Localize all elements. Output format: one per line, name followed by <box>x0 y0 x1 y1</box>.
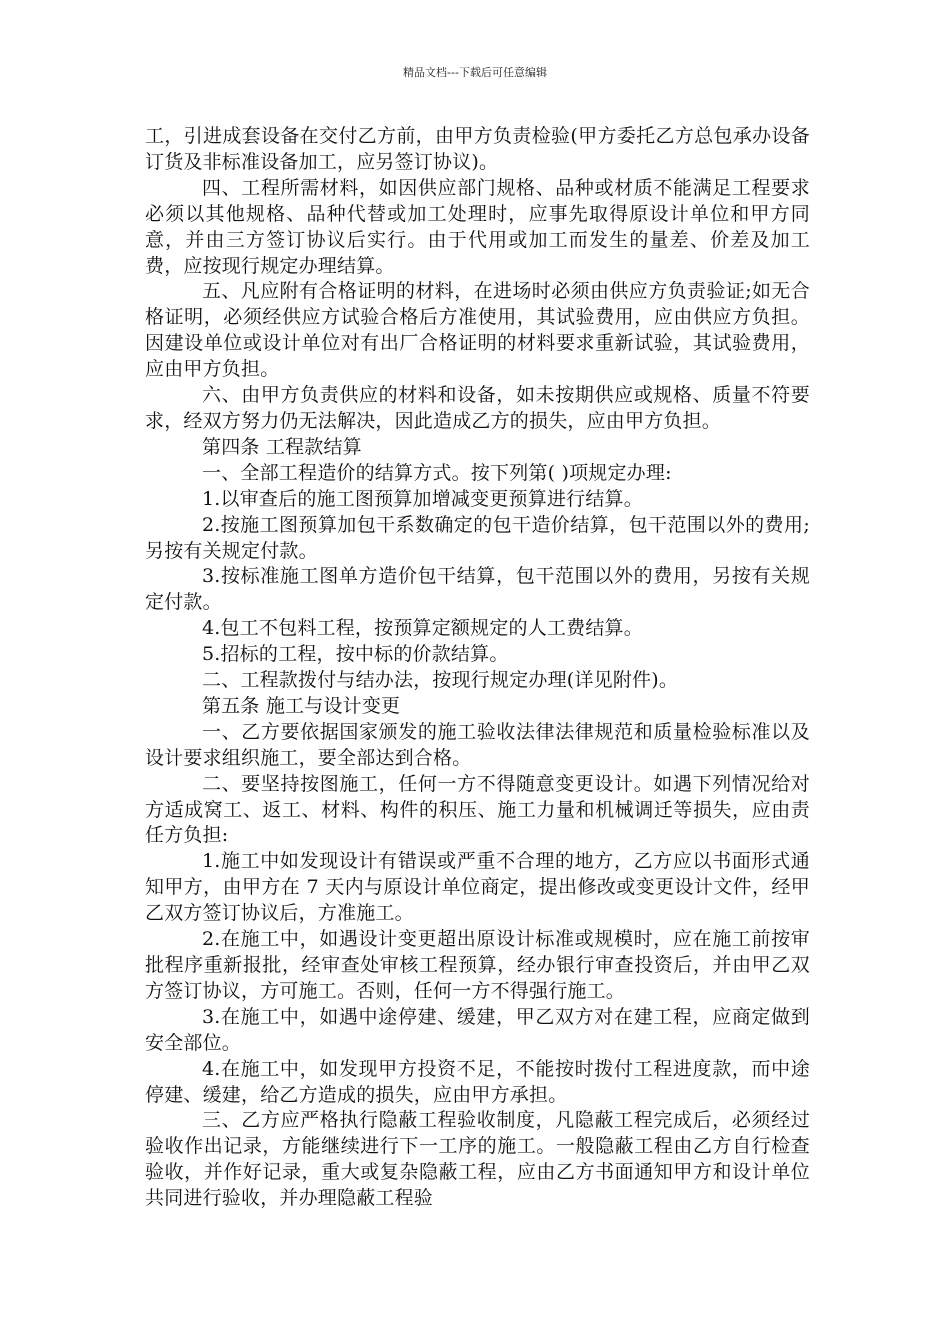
paragraph: 二、要坚持按图施工，任何一方不得随意变更设计。如遇下列情况给对方适成窝工、返工、材料、构件的积压、施工力量和机械调迁等损失，应由责任方负担: <box>145 772 810 847</box>
paragraph: 五、凡应附有合格证明的材料，在进场时必须由供应方负责验证;如无合格证明，必须经供应方试验合格后方准使用，其试验费用，应由供应方负担。因建设单位或设计单位对有出厂合格证明的材料要求重新试验，其试验费用，应由甲方负担。 <box>145 280 810 381</box>
list-item: 3.在施工中，如遇中途停建、缓建，甲乙双方对在建工程，应商定做到安全部位。 <box>145 1005 810 1054</box>
paragraph: 三、乙方应严格执行隐蔽工程验收制度，凡隐蔽工程完成后，必须经过验收作出记录，方能继续进行下一工序的施工。一般隐蔽工程由乙方自行检查验收，并作好记录，重大或复杂隐蔽工程，应由乙方书面通知甲方和设计单位共同进行验收，并办理隐蔽工程验 <box>145 1109 810 1210</box>
paragraph: 一、乙方要依据国家颁发的施工验收法律法律规范和质量检验标准以及设计要求组织施工，要全部达到合格。 <box>145 720 810 769</box>
paragraph: 二、工程款拨付与结办法，按现行规定办理(详见附件)。 <box>202 669 679 692</box>
list-item: 2.按施工图预算加包干系数确定的包干造价结算，包干范围以外的费用;另按有关规定付款。 <box>145 513 810 562</box>
list-item: 2.在施工中，如遇设计变更超出原设计标准或规模时，应在施工前按审批程序重新报批，经审查处审核工程预算，经办银行审查投资后，并由甲乙双方签订协议，方可施工。否则，任何一方不得强行施工。 <box>145 928 810 1002</box>
section-heading: 第五条 施工与设计变更 <box>202 694 401 717</box>
page-header: 精品文档---下载后可任意编辑 <box>403 66 547 79</box>
list-item: 4.在施工中，如发现甲方投资不足，不能按时拨付工程进度款，而中途停建、缓建，给乙方造成的损失，应由甲方承担。 <box>145 1057 810 1106</box>
paragraph: 工，引进成套设备在交付乙方前，由甲方负责检验(甲方委托乙方总包承办设备订货及非标准设备加工，应另签订协议)。 <box>145 125 810 173</box>
section-heading: 第四条 工程款结算 <box>202 435 362 458</box>
paragraph: 四、工程所需材料，如因供应部门规格、品种或材质不能满足工程要求必须以其他规格、品种代替或加工处理时，应事先取得原设计单位和甲方同意，并由三方签订协议后实行。由于代用或加工而发生的量差、价差及加工费，应按现行规定办理结算。 <box>145 176 810 277</box>
paragraph: 一、全部工程造价的结算方式。按下列第( )项规定办理: <box>202 461 672 484</box>
list-item: 4.包工不包料工程，按预算定额规定的人工费结算。 <box>202 617 643 640</box>
document-body <box>145 124 810 1212</box>
list-item: 1.以审查后的施工图预算加增减变更预算进行结算。 <box>202 487 643 510</box>
list-item: 5.招标的工程，按中标的价款结算。 <box>202 643 509 666</box>
paragraph: 六、由甲方负责供应的材料和设备，如未按期供应或规格、质量不符要求，经双方努力仍无法解决，因此造成乙方的损失，应由甲方负担。 <box>145 384 810 432</box>
list-item: 1.施工中如发现设计有错误或严重不合理的地方，乙方应以书面形式通知甲方，由甲方在 7 天内与原设计单位商定，提出修改或变更设计文件，经甲乙双方签订协议后，方准施工。 <box>145 850 810 925</box>
list-item: 3.按标准施工图单方造价包干结算，包干范围以外的费用，另按有关规定付款。 <box>145 565 810 614</box>
